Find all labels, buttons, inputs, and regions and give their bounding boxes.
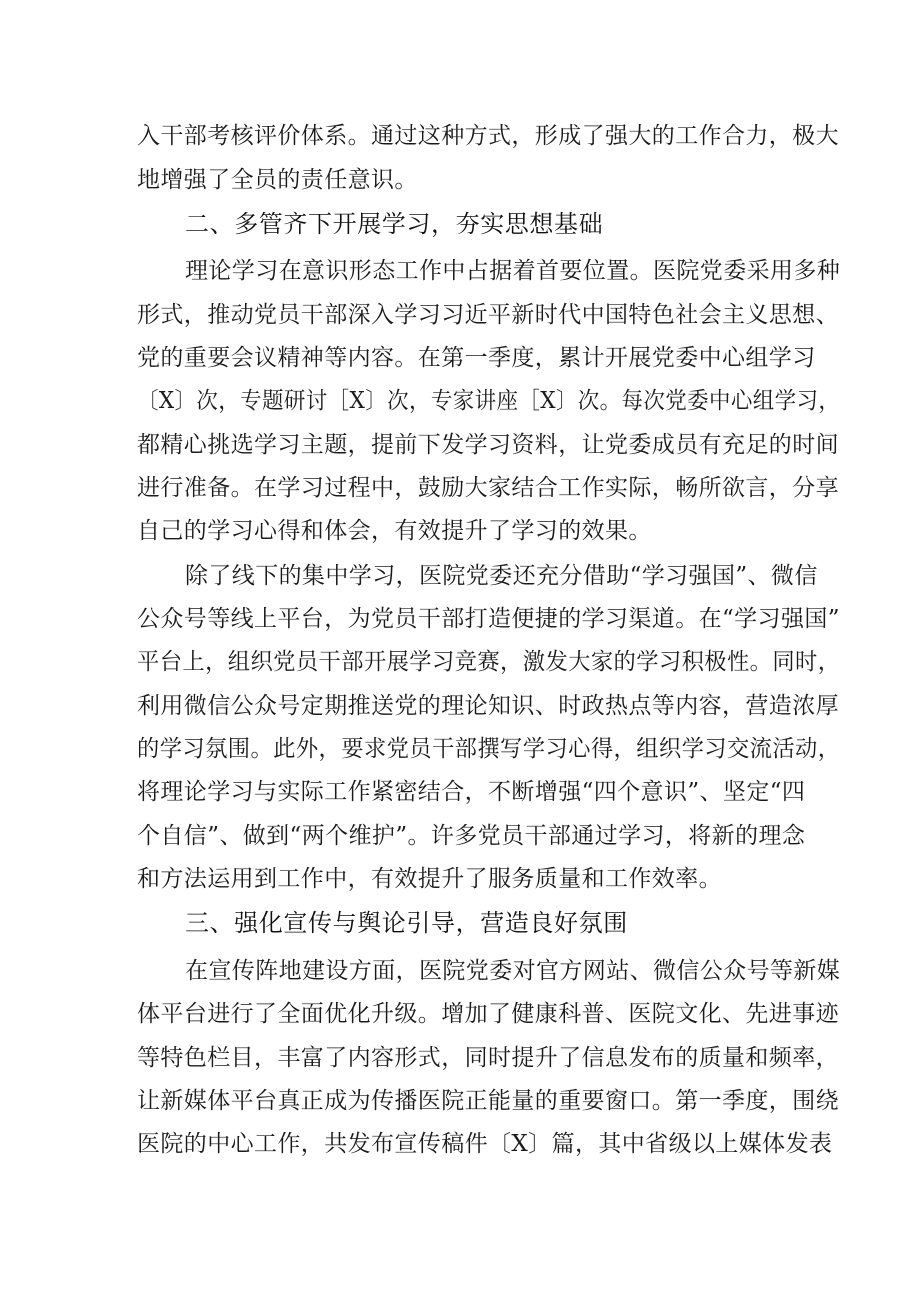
paragraph-line: 在宣传阵地建设方面，医院党委对官方网站、微信公众号等新媒 [185, 958, 841, 984]
paragraph-line: 党的重要会议精神等内容。在第一季度，累计开展党委中心组学习 [137, 345, 816, 371]
intro-line: 地增强了全员的责任意识。 [137, 167, 418, 193]
paragraph-line: 将理论学习与实际工作紧密结合，不断增强“四个意识”、坚定“四 [137, 779, 806, 805]
paragraph-line: 的学习氛围。此外，要求党员干部撰写学习心得，组织学习交流活动， [137, 736, 841, 762]
section-heading: 二、多管齐下开展学习，夯实思想基础 [185, 210, 604, 238]
paragraph-line: 医院的中心工作，共发布宣传稿件〔X〕篇，其中省级以上媒体发表 [137, 1131, 833, 1157]
paragraph-line: 进行准备。在学习过程中，鼓励大家结合工作实际，畅所欲言，分享 [137, 475, 839, 501]
intro-line: 入干部考核评价体系。通过这种方式，形成了强大的工作合力，极大 [137, 123, 839, 149]
paragraph-line: 〔X〕次，专题研讨［X〕次，专家讲座［X〕次。每次党委中心组学习， [137, 388, 841, 414]
paragraph-line: 等特色栏目，丰富了内容形式，同时提升了信息发布的质量和频率， [137, 1045, 839, 1071]
paragraph-line: 除了线下的集中学习，医院党委还充分借助“学习强国”、微信 [185, 563, 818, 589]
paragraph-line: 利用微信公众号定期推送党的理论知识、时政热点等内容，营造浓厚 [137, 693, 839, 719]
paragraph-line: 让新媒体平台真正成为传播医院正能量的重要窗口。第一季度，围绕 [137, 1088, 839, 1114]
paragraph-line: 都精心挑选学习主题，提前下发学习资料，让党委成员有充足的时间 [137, 432, 839, 458]
paragraph-line: 公众号等线上平台，为党员干部打造便捷的学习渠道。在“学习强国” [137, 606, 840, 632]
paragraph-line: 体平台进行了全面优化升级。增加了健康科普、医院文化、先进事迹 [137, 1001, 839, 1027]
paragraph-line: 自己的学习心得和体会，有效提升了学习的效果。 [137, 518, 652, 544]
paragraph-line: 理论学习在意识形态工作中占据着首要位置。医院党委采用多种 [185, 258, 841, 284]
paragraph-line: 形式，推动党员干部深入学习习近平新时代中国特色社会主义思想、 [137, 302, 839, 328]
paragraph-line: 个自信”、做到“两个维护”。许多党员干部通过学习，将新的理念 [137, 823, 806, 849]
paragraph-line: 和方法运用到工作中，有效提升了服务质量和工作效率。 [137, 866, 722, 892]
paragraph-line: 平台上，组织党员干部开展学习竞赛，激发大家的学习积极性。同时， [137, 649, 841, 675]
section-heading: 三、强化宣传与舆论引导，营造良好氛围 [185, 909, 628, 937]
